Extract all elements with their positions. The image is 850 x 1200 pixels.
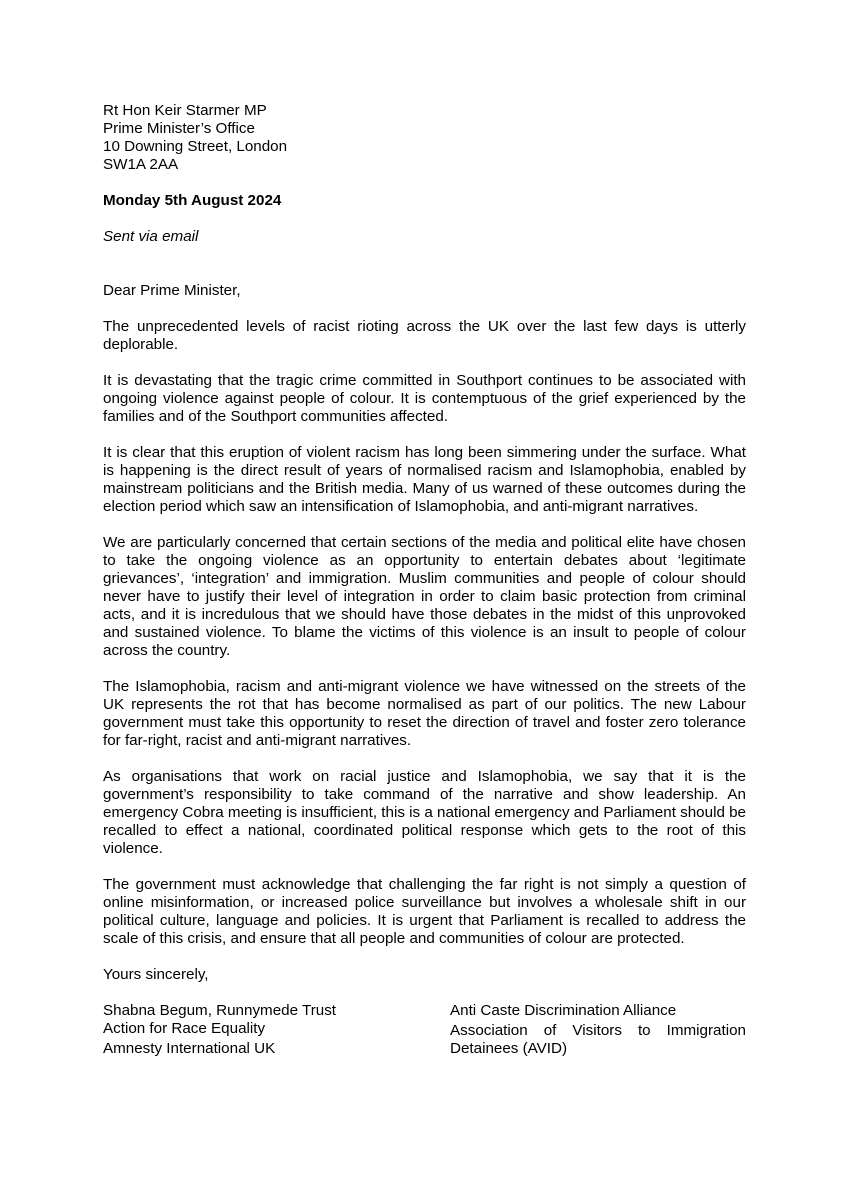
signatories-right-column [450, 1002, 746, 1058]
signatory: Association of Visitors to Immigration Detainees (AVID) [450, 1022, 746, 1057]
signatories-left-column [103, 1002, 403, 1058]
signatory: Anti Caste Discrimination Alliance [450, 1002, 677, 1019]
signatories [103, 1002, 746, 1082]
letter-body [103, 318, 746, 948]
body-paragraph-3: It is clear that this eruption of violent racism has long been simmering under the surface. What is happening is the direct result of years of normalised racism and Islamophobia, enabled by mainstream politicians and the British media. Many of us warned of these outcomes during the election period which saw an intensification of Islamophobia, and anti-migrant narratives. [103, 444, 746, 515]
closing: Yours sincerely, [103, 966, 209, 983]
body-paragraph-4: We are particularly concerned that certain sections of the media and political elite have chosen to take the ongoing violence as an opportunity to entertain debates about ‘legitimate grievances’, ‘integration’ and immigration. Muslim communities and people of colour should never have to justify their level of integration in order to claim basic protection from criminal acts, and it is incredulous that we should have those debates in the midst of this unprovoked and sustained violence. To blame the victims of this violence is an insult to people of colour across the country. [103, 534, 746, 659]
recipient-office: Prime Minister’s Office [103, 120, 255, 137]
letter-page [103, 102, 746, 1082]
body-paragraph-7: The government must acknowledge that challenging the far right is not simply a question of online misinformation, or increased police surveillance but involves a wholesale shift in our political culture, language and policies. It is urgent that Parliament is recalled to address the scale of this crisis, and ensure that all people and communities of colour are protected. [103, 876, 746, 947]
salutation: Dear Prime Minister, [103, 282, 241, 299]
recipient-postcode: SW1A 2AA [103, 156, 179, 173]
signatory: Action for Race Equality [103, 1020, 266, 1037]
body-paragraph-2: It is devastating that the tragic crime committed in Southport continues to be associated with ongoing violence against people of colour. It is contemptuous of the grief experienced by the families and of the Southport communities affected. [103, 372, 746, 425]
signatory: Amnesty International UK [103, 1040, 276, 1057]
body-paragraph-1: The unprecedented levels of racist rioting across the UK over the last few days is utterly deplorable. [103, 318, 746, 353]
body-paragraph-6: As organisations that work on racial justice and Islamophobia, we say that it is the government’s responsibility to take command of the narrative and show leadership. An emergency Cobra meeting is insufficient, this is a national emergency and Parliament should be recalled to effect a national, coordinated political response which gets to the root of this violence. [103, 768, 747, 857]
signatory: Shabna Begum, Runnymede Trust [103, 1002, 337, 1019]
recipient-address [103, 102, 746, 174]
body-paragraph-5: The Islamophobia, racism and anti-migrant violence we have witnessed on the streets of the UK represents the rot that has become normalised as part of our politics. The new Labour government must take this opportunity to reset the direction of travel and foster zero tolerance for far-right, racist and anti-migrant narratives. [103, 678, 746, 749]
sent-via-note: Sent via email [103, 228, 199, 245]
letter-date: Monday 5th August 2024 [103, 192, 282, 209]
recipient-name: Rt Hon Keir Starmer MP [103, 102, 267, 119]
recipient-street: 10 Downing Street, London [103, 138, 288, 155]
